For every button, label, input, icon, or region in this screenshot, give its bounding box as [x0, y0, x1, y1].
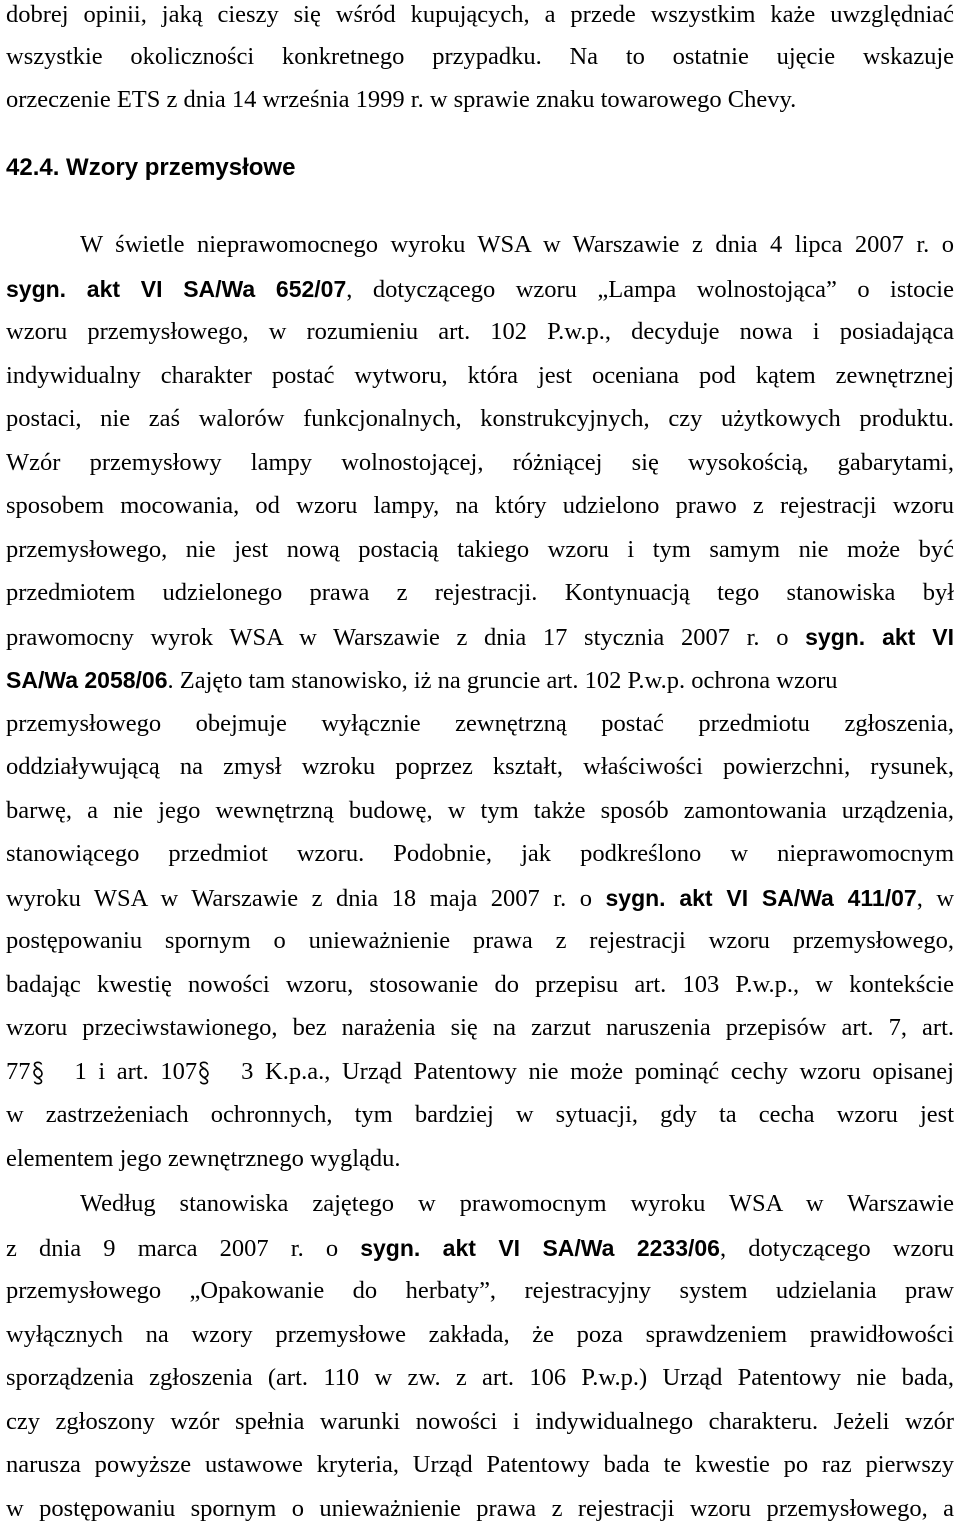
text-line: sposobem mocowania, od wzoru lampy, na który udzielono prawo z rejestracji wzoru [6, 492, 954, 519]
text-line: stanowiącego przedmiot wzoru. Podobnie, jak podkreślono w nieprawomocnym [6, 840, 954, 867]
case-signature: SA/Wa 2058/06 [6, 667, 168, 693]
text-line: indywidualny charakter postać wytworu, która jest oceniana pod kątem zewnętrznej [6, 362, 954, 389]
text-line: sporządzenia zgłoszenia (art. 110 w zw. z art. 106 P.w.p.) Urząd Patentowy nie bada, [6, 1364, 954, 1391]
text-line: wyłącznych na wzory przemysłowe zakłada, że poza sprawdzeniem prawidłowości [6, 1321, 954, 1348]
text-span: , dotyczącego wzoru [719, 1235, 955, 1262]
text-line: wszystkie okoliczności konkretnego przypadku. Na to ostatnie ujęcie wskazuje [6, 43, 954, 70]
text-line: przemysłowego „Opakowanie do herbaty”, rejestracyjny system udzielania praw [6, 1277, 954, 1304]
text-line: Wzór przemysłowy lampy wolnostojącej, różniącej się wysokością, gabarytami, [6, 449, 954, 476]
text-line [6, 622, 954, 652]
text-span: . Zajęto tam stanowisko, iż na gruncie art. 102 P.w.p. ochrona wzoru [167, 667, 838, 694]
text-line: przedmiotem udzielonego prawa z rejestracji. Kontynuacją tego stanowiska był [6, 579, 954, 606]
text-line [6, 1057, 954, 1087]
case-signature: sygn. akt VI [805, 624, 954, 650]
text-span: , w [916, 885, 955, 912]
text-line: narusza powyższe ustawowe kryteria, Urząd Patentowy bada te kwestie po raz pierwszy [6, 1451, 954, 1478]
text-line [6, 665, 954, 695]
text-line: wzoru przeciwstawionego, bez narażenia się na zarzut naruszenia przepisów art. 7, art. [6, 1014, 954, 1041]
section-heading: 42.4. Wzory przemysłowe [6, 154, 296, 181]
text-line: W świetle nieprawomocnego wyroku WSA w Warszawie z dnia 4 lipca 2007 r. o [80, 231, 954, 258]
text-line: dobrej opinii, jaką cieszy się wśród kupujących, a przede wszystkim każe uwzględniać [6, 1, 954, 28]
text-line: Według stanowiska zajętego w prawomocnym wyroku WSA w Warszawie [80, 1190, 954, 1217]
text-line: oddziaływującą na zmysł wzroku poprzez kształt, właściwości powierzchni, rysunek, [6, 753, 954, 780]
text-line: elementem jego zewnętrznego wyglądu. [6, 1145, 401, 1172]
text-line: w postępowaniu spornym o unieważnienie prawa z rejestracji wzoru przemysłowego, a [6, 1495, 954, 1522]
text-line: orzeczenie ETS z dnia 14 września 1999 r. w sprawie znaku towarowego Chevy. [6, 86, 797, 113]
text-span: 77 [6, 1058, 31, 1085]
text-line: postępowaniu spornym o unieważnienie prawa z rejestracji wzoru przemysłowego, [6, 927, 954, 954]
text-line: w zastrzeżeniach ochronnych, tym bardziej w sytuacji, gdy ta cecha wzoru jest [6, 1101, 954, 1128]
text-span: prawomocny wyrok WSA w Warszawie z dnia 17 stycznia 2007 r. o [6, 624, 806, 651]
text-line: barwę, a nie jego wewnętrzną budowę, w tym także sposób zamontowania urządzenia, [6, 797, 954, 824]
case-signature: sygn. akt VI SA/Wa 2233/06 [360, 1235, 720, 1261]
case-signature: sygn. akt VI SA/Wa 411/07 [605, 885, 917, 911]
text-span: wyroku WSA w Warszawie z dnia 18 maja 2007 r. o [6, 885, 606, 912]
text-line: przemysłowego obejmuje wyłącznie zewnętrzną postać przedmiotu zgłoszenia, [6, 710, 954, 737]
section-sign-icon [31, 1057, 75, 1087]
text-span: 1 i art. 107 [74, 1058, 198, 1085]
text-line [6, 1233, 954, 1263]
text-span: z dnia 9 marca 2007 r. o [6, 1235, 361, 1262]
text-line [6, 274, 954, 304]
text-line: badając kwestię nowości wzoru, stosowanie do przepisu art. 103 P.w.p., w kontekście [6, 971, 954, 998]
text-line: wzoru przemysłowego, w rozumieniu art. 102 P.w.p., decyduje nowa i posiadająca [6, 318, 954, 345]
text-span: , dotyczącego wzoru „Lampa wolnostojąca” o istocie [346, 276, 954, 303]
case-signature: sygn. akt VI SA/Wa 652/07 [6, 276, 347, 302]
text-span: 3 K.p.a., Urząd Patentowy nie może pominąć cechy wzoru opisanej [241, 1058, 954, 1085]
text-line: postaci, nie zaś walorów funkcjonalnych, konstrukcyjnych, czy użytkowych produktu. [6, 405, 954, 432]
text-line [6, 883, 954, 913]
text-line: przemysłowego, nie jest nową postacią takiego wzoru i tym samym nie może być [6, 536, 954, 563]
section-sign-icon [197, 1057, 241, 1087]
text-line: czy zgłoszony wzór spełnia warunki nowości i indywidualnego charakteru. Jeżeli wzór [6, 1408, 954, 1435]
